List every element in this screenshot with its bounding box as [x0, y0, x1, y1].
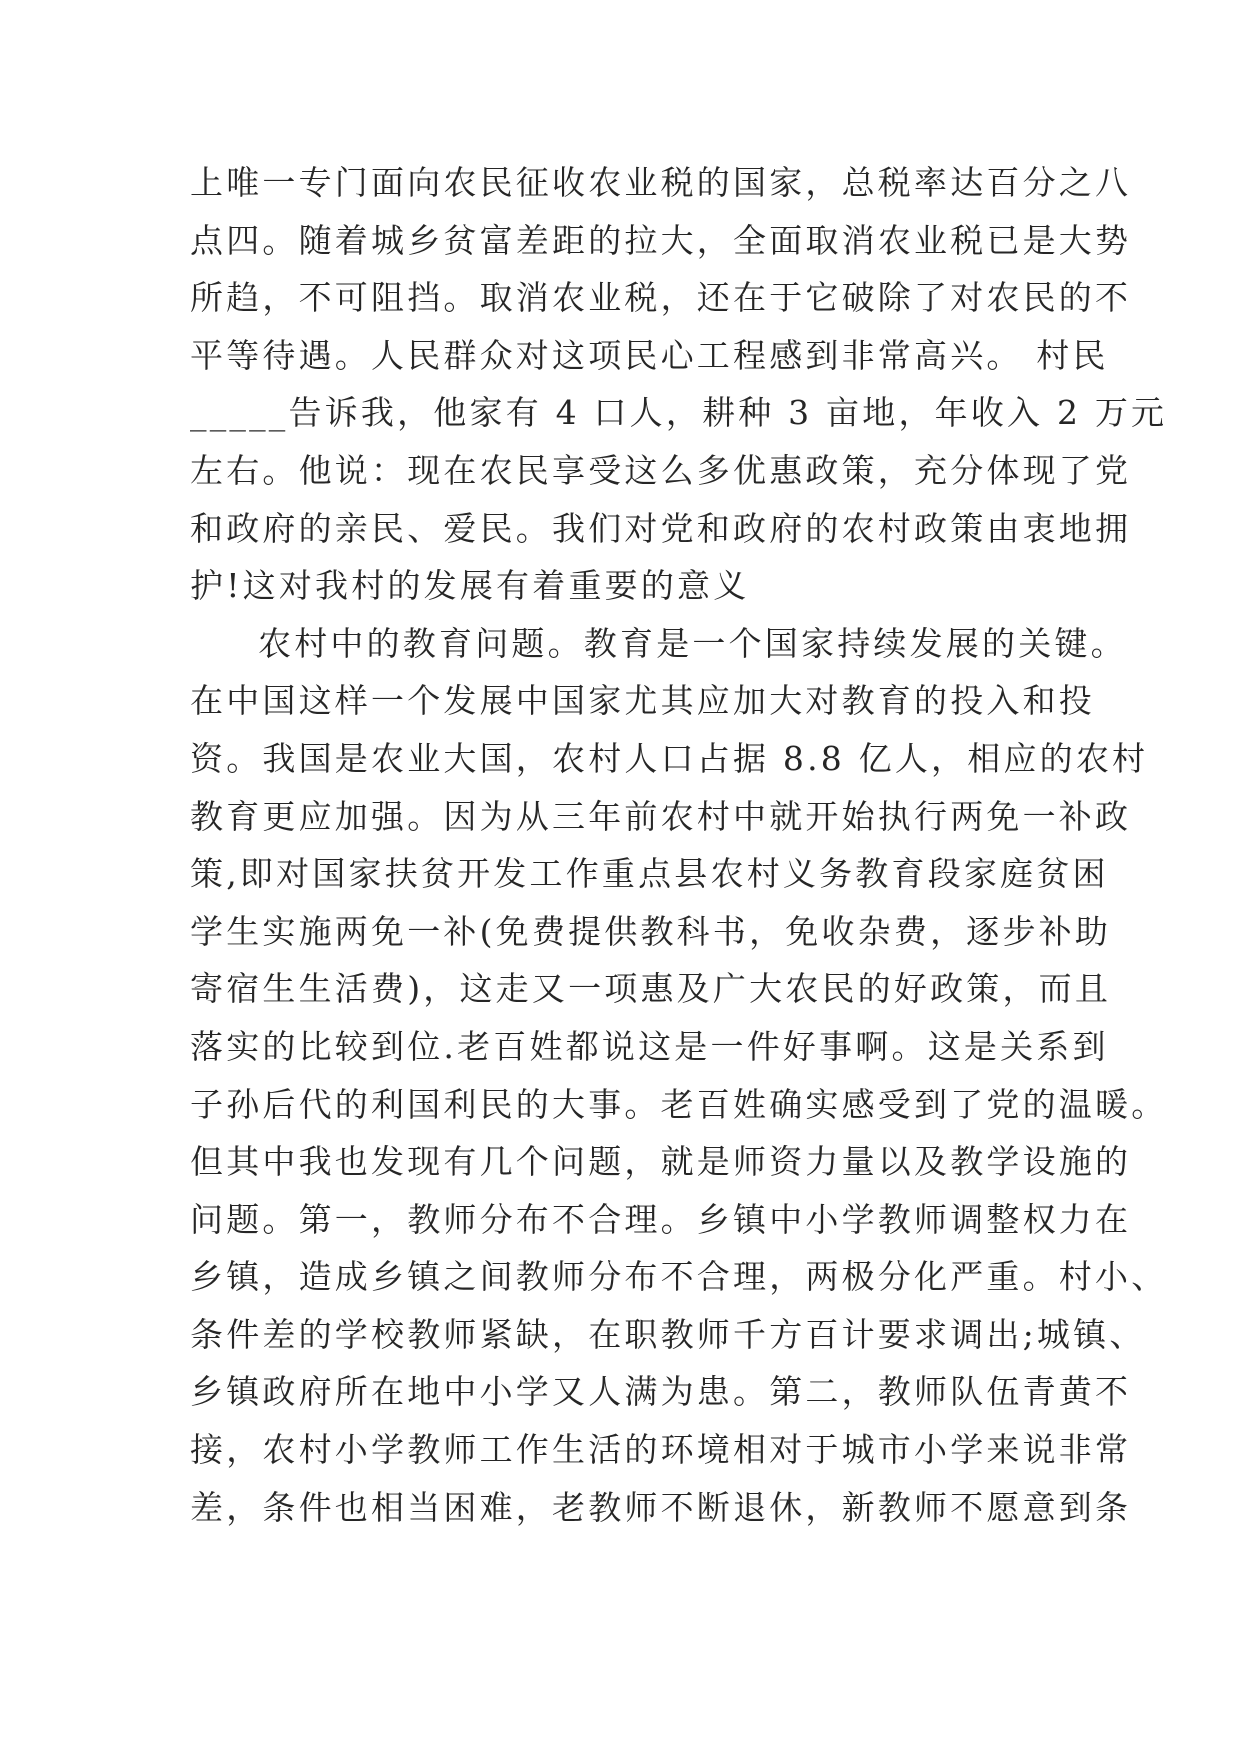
- text-line: 寄宿生生活费)，这走又一项惠及广大农民的好政策，而且: [190, 969, 1112, 1009]
- text-line: 学生实施两免一补(免费提供教科书，免收杂费，逐步补助: [190, 911, 1112, 951]
- text-line: _____告诉我，他家有 4 口人，耕种 3 亩地，年收入 2 万元: [190, 393, 1168, 433]
- text-line: 所趋，不可阻挡。取消农业税，还在于它破除了对农民的不: [190, 278, 1132, 318]
- text-line: 但其中我也发现有几个问题，就是师资力量以及教学设施的: [190, 1142, 1132, 1182]
- text-line: 资。我国是农业大国，农村人口占据 8.8 亿人，相应的农村: [190, 738, 1149, 778]
- body-text: [190, 154, 1168, 1536]
- text-line: 落实的比较到位.老百姓都说这是一件好事啊。这是关系到: [190, 1026, 1109, 1066]
- text-line: 乡镇政府所在地中小学又人满为患。第二，教师队伍青黄不: [190, 1372, 1132, 1412]
- text-line: 平等待遇。人民群众对这项民心工程感到非常高兴。 村民: [190, 335, 1109, 375]
- text-line: 条件差的学校教师紧缺，在职教师千方百计要求调出;城镇、: [190, 1314, 1146, 1354]
- text-line: 策,即对国家扶贫开发工作重点县农村义务教育段家庭贫困: [190, 854, 1109, 894]
- text-line: 点四。随着城乡贫富差距的拉大，全面取消农业税已是大势: [190, 220, 1132, 260]
- paragraph-start-line: 农村中的教育问题。教育是一个国家持续发展的关键。: [258, 623, 1127, 663]
- text-line: 问题。第一，教师分布不合理。乡镇中小学教师调整权力在: [190, 1199, 1132, 1239]
- text-line: 乡镇，造成乡镇之间教师分布不合理，两极分化严重。村小、: [190, 1257, 1168, 1297]
- text-line: 差，条件也相当困难，老教师不断退休，新教师不愿意到条: [190, 1487, 1132, 1527]
- text-line: 上唯一专门面向农民征收农业税的国家，总税率达百分之八: [190, 163, 1132, 202]
- text-line: 接，农村小学教师工作生活的环境相对于城市小学来说非常: [190, 1430, 1132, 1470]
- text-line: 在中国这样一个发展中国家尤其应加大对教育的投入和投: [190, 681, 1095, 721]
- text-line: 左右。他说：现在农民享受这么多优惠政策，充分体现了党: [190, 450, 1132, 490]
- text-line: 教育更应加强。因为从三年前农村中就开始执行两免一补政: [190, 796, 1132, 836]
- text-line: 子孙后代的利国利民的大事。老百姓确实感受到了党的温暖。: [190, 1084, 1168, 1124]
- text-line: 和政府的亲民、爱民。我们对党和政府的农村政策由衷地拥: [190, 508, 1132, 548]
- text-line: 护!这对我村的发展有着重要的意义: [190, 566, 750, 606]
